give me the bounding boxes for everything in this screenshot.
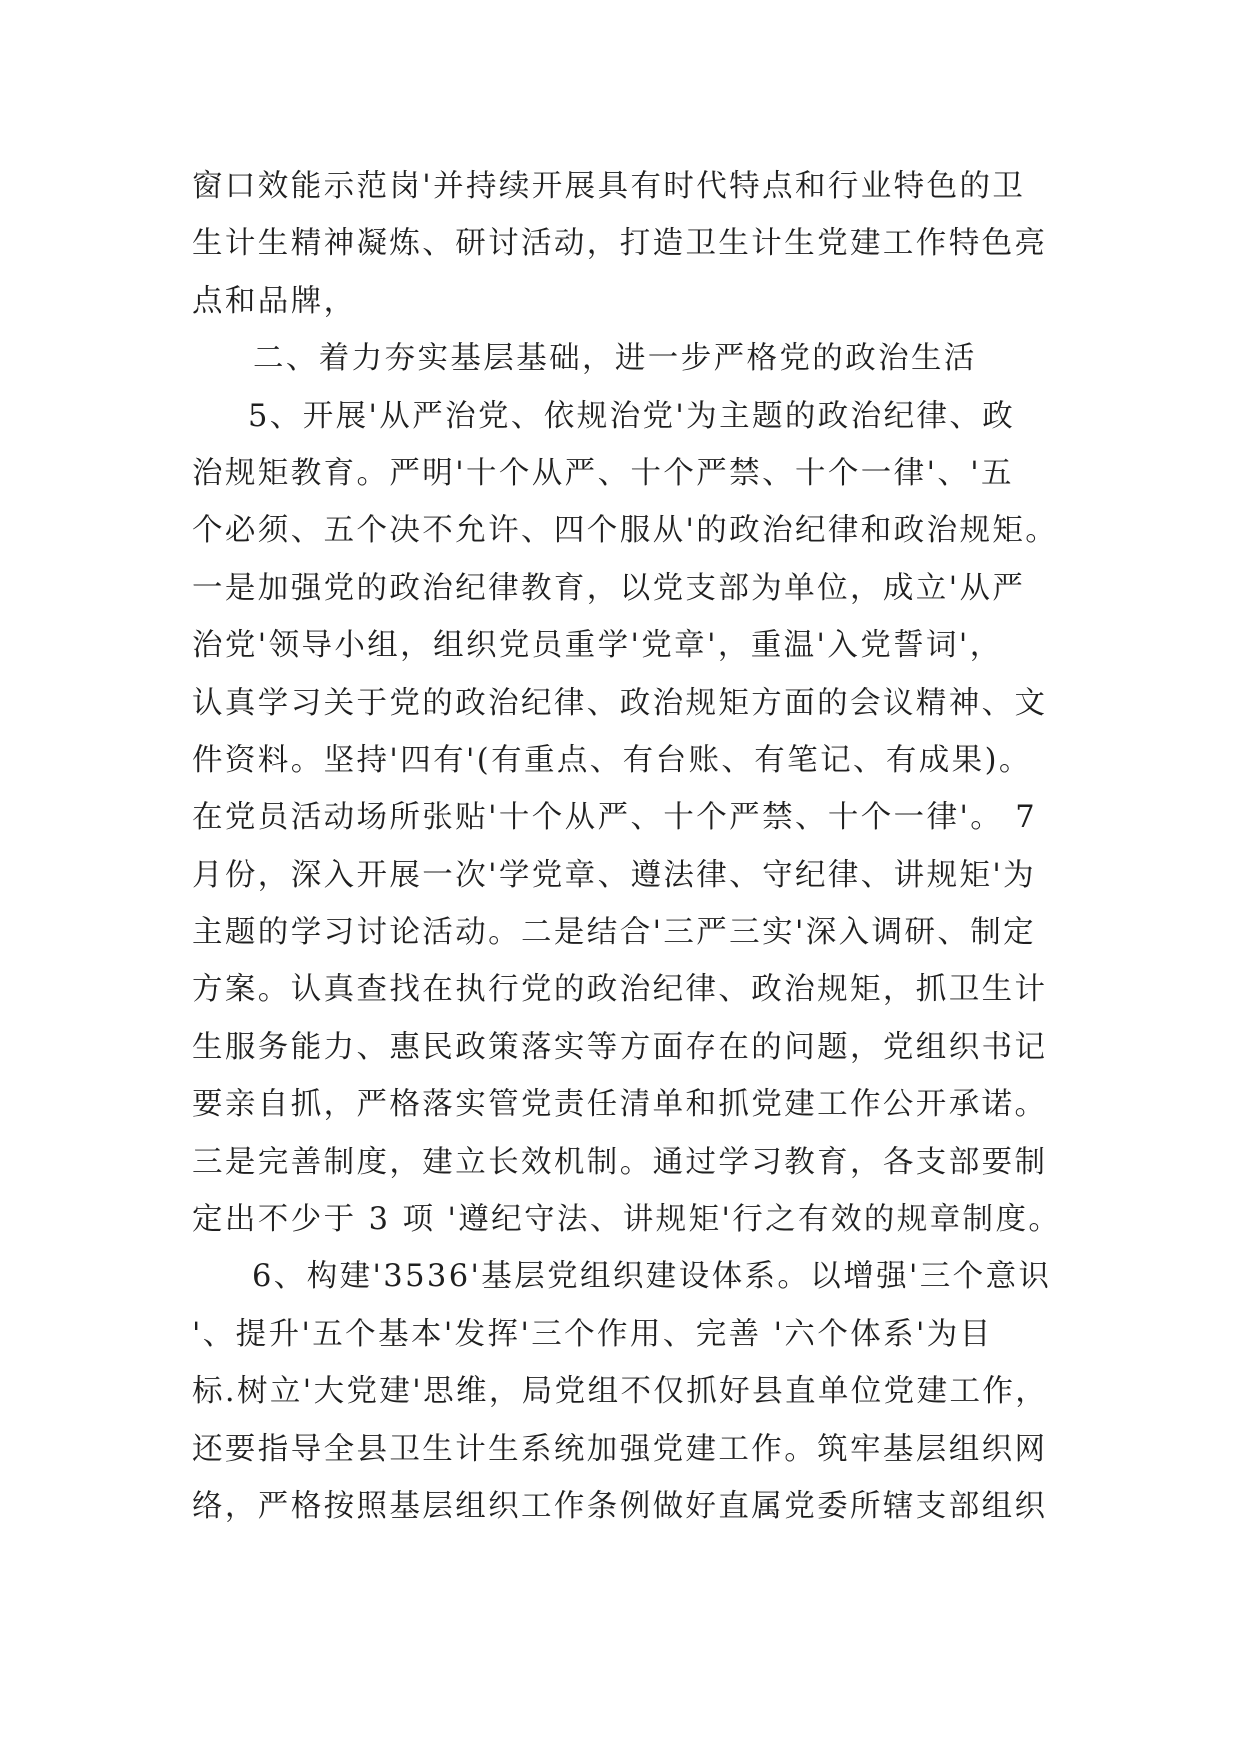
text-line: 方案。认真查找在执行党的政治纪律、政治规矩，抓卫生计 (192, 972, 1048, 1008)
text-line: 还要指导全县卫生计生系统加强党建工作。筑牢基层组织网 (192, 1431, 1048, 1467)
text-line: 点和品牌， (192, 283, 357, 319)
text-line: 6、构建'3536'基层党组织建设体系。以增强'三个意识 (252, 1259, 1052, 1295)
section-heading: 二、着力夯实基层基础，进一步严格党的政治生活 (253, 341, 977, 377)
text-line: 月份，深入开展一次'学党章、遵法律、守纪律、讲规矩'为 (192, 857, 1037, 893)
text-line: 主题的学习讨论活动。二是结合'三严三实'深入调研、制定 (192, 915, 1037, 951)
text-line: 5、开展'从严治党、依规治党'为主题的政治纪律、政 (248, 398, 1016, 434)
text-line: 生计生精神凝炼、研讨活动，打造卫生计生党建工作特色亮 (192, 226, 1048, 262)
text-line: 络，严格按照基层组织工作条例做好直属党委所辖支部组织 (192, 1488, 1048, 1524)
text-line: 件资料。坚持'四有'(有重点、有台账、有笔记、有成果)。 (192, 742, 1032, 778)
text-line: 标.树立'大党建'思维，局党组不仅抓好县直单位党建工作， (192, 1374, 1049, 1410)
text-line: 生服务能力、惠民政策落实等方面存在的问题，党组织书记 (192, 1029, 1048, 1065)
text-line: 治规矩教育。严明'十个从严、十个严禁、十个一律'、'五 (192, 455, 1014, 491)
text-line: 在党员活动场所张贴'十个从严、十个严禁、十个一律'。 7 (192, 800, 1038, 836)
document-body (192, 158, 1062, 1535)
text-line: 认真学习关于党的政治纪律、政治规矩方面的会议精神、文 (192, 685, 1048, 721)
text-line: 要亲自抓，严格落实管党责任清单和抓党建工作公开承诺。 (192, 1087, 1048, 1123)
text-line: 三是完善制度，建立长效机制。通过学习教育，各支部要制 (192, 1144, 1048, 1180)
text-line: 窗口效能示范岗'并持续开展具有时代特点和行业特色的卫 (192, 169, 1026, 204)
text-line: 个必须、五个决不允许、四个服从'的政治纪律和政治规矩。 (192, 513, 1059, 549)
text-line: 定出不少于 3 项 '遵纪守法、讲规矩'行之有效的规章制度。 (192, 1202, 1062, 1238)
text-line: 一是加强党的政治纪律教育，以党支部为单位，成立'从严 (192, 570, 1026, 606)
text-line: 治党'领导小组，组织党员重学'党章'，重温'入党誓词'， (192, 628, 1003, 664)
text-line: '、提升'五个基本'发挥'三个作用、完善 '六个体系'为目 (192, 1316, 993, 1352)
